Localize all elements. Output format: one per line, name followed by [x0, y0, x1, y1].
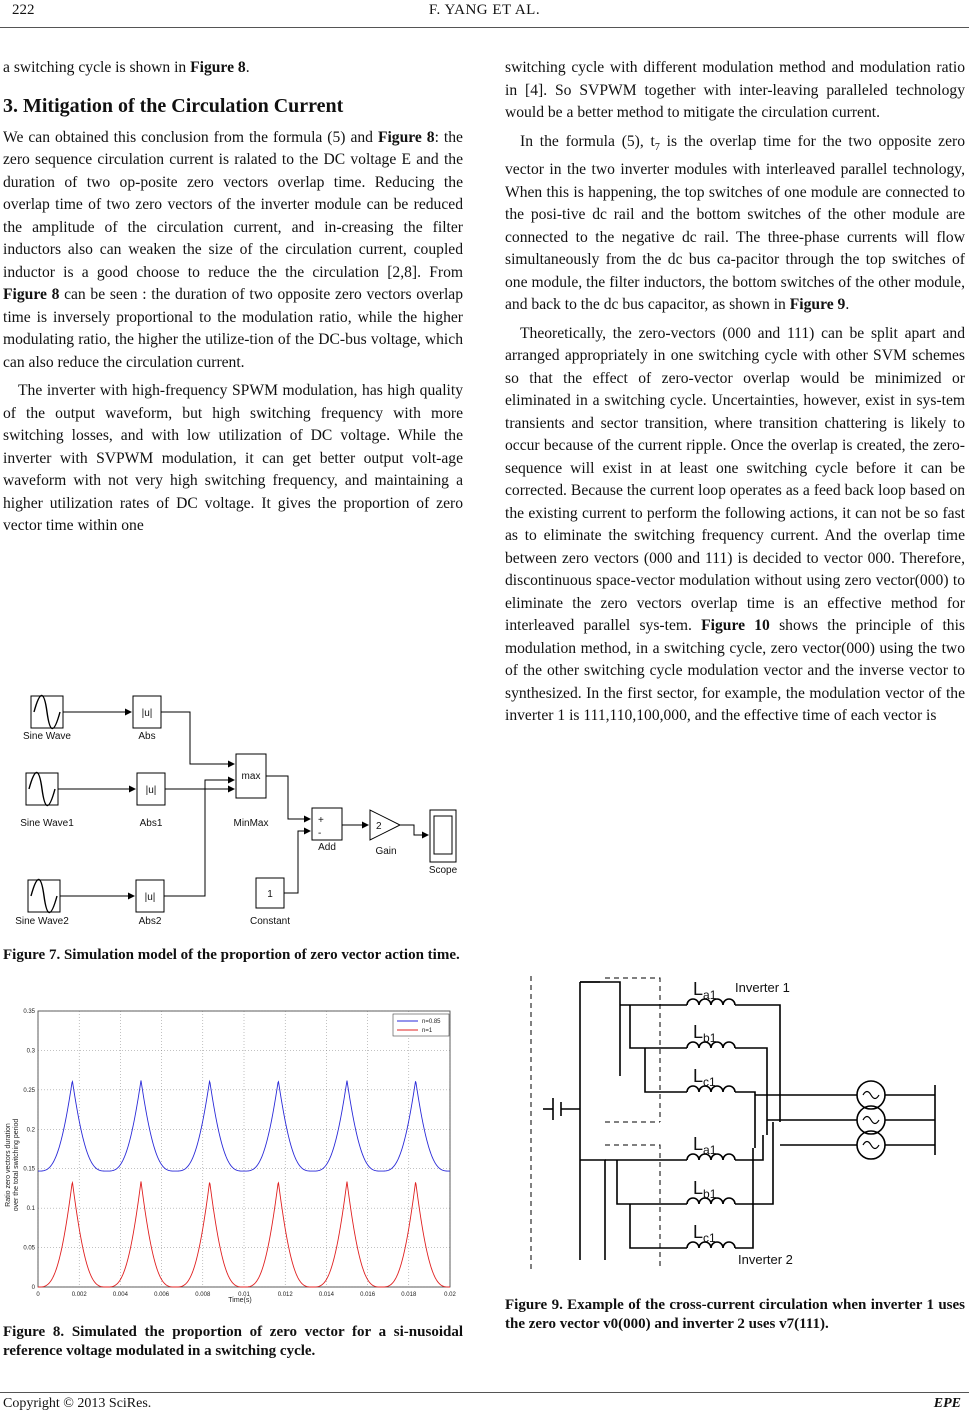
- copyright: Copyright © 2013 SciRes.: [3, 1396, 152, 1411]
- svg-text:Lb1: $L_{b1}$: [693, 1022, 717, 1045]
- abs2-glyph: |u|: [144, 892, 156, 903]
- figure8-line-chart: [0, 1005, 470, 1310]
- x-tick-label: 0.02: [444, 1292, 456, 1298]
- x-tick-label: 0: [36, 1292, 40, 1298]
- y-tick-label: 0.35: [23, 1009, 35, 1015]
- x-tick-label: 0.006: [154, 1292, 170, 1298]
- add-block: [312, 808, 342, 840]
- figure8-caption: Figure 8. Simulated the proportion of zero vector for a si-nusoidal reference voltage modulated in a switching cycle.: [3, 1324, 463, 1359]
- add-minus-sign: -: [318, 828, 322, 839]
- abs2-label: Abs2: [138, 916, 162, 927]
- add-label: Add: [318, 842, 336, 853]
- svg-text:La1: $L_{a1}$: [693, 1134, 717, 1157]
- figure9-caption: Figure 9. Example of the cross-current circulation when inverter 1 uses the zero vector v0(000) and inverter 2 uses v7(111).: [505, 1297, 965, 1332]
- y-tick-label: 0.1: [26, 1206, 35, 1213]
- x-tick-label: 0.018: [401, 1292, 417, 1298]
- running-header-authors: F. YANG ET AL.: [428, 2, 541, 18]
- legend-entry: n=1: [422, 1028, 433, 1034]
- add-plus-sign: +: [318, 815, 324, 826]
- legend-entry: n=0.85: [422, 1019, 441, 1025]
- x-tick-label: 0.016: [360, 1292, 376, 1298]
- y-axis-label-line1: Ratio zero vectors duration: [5, 1123, 12, 1207]
- paragraph: Theoretically, the zero-vectors (000 and 111) can be split apart and arranged appropriately in one switching cycle with other SVM schemes so that the effect of zero-vector overlap would be minimized or eliminated in a switching cycle. Uncertainties, however, exist in sys-tem transients and sector transition, where transition chattering is likely to occur because of the current ripple. Once the overlap is created, the zero-sequence will exist in at least one switching cycle before it can be corrected. Because the current loop operates as a feed back loop based on the existing current to perform the following actions, it can not be so fast as to eliminate the switching frequency current. And the overlap time between zero vectors (000 and 111) is decided to vector 000. Therefore, discontinuous space-vector modulation without using zero vector(000) to eliminate the zero vectors overlap time is an effective method for interleaved parallel sys-tem. Figure 10 shows the principle of this modulation method, in a switching cycle, zero vector(000) using the two of the other switching cycle modulation vector and the inverse vector to synthesized. In the first sector, for example, the modulation vector of the inverter 1 is 111,110,100,000, and the effective time of each vector is: [505, 324, 965, 725]
- paragraph: The inverter with high-frequency SPWM modulation, has high quality of the output waveform, but high switching frequency with more switching losses, and with low utilization of DC voltage. While the inverter with SVPWM modulation, it can get better output volt-age waveform with not very high switching frequency, and maintaining a higher utilization rates of DC voltage. It gives the proportion of zero vector time within one: [3, 382, 463, 534]
- figure9-circuit-diagram: [505, 970, 965, 1280]
- figure7-caption: Figure 7. Simulation model of the proportion of zero vector action time.: [3, 947, 460, 963]
- constant-label: Constant: [249, 916, 291, 927]
- x-tick-label: 0.014: [318, 1292, 334, 1298]
- inverter2-label: Inverter 2: [738, 1252, 793, 1267]
- x-tick-label: 0.01: [238, 1292, 250, 1298]
- gain-block: [370, 810, 400, 840]
- x-tick-label: 0.008: [195, 1292, 211, 1298]
- y-tick-label: 0: [31, 1285, 35, 1291]
- y-axis-label-line2: over the total switching period: [13, 1118, 20, 1212]
- intro-line: a switching cycle is shown in Figure 8.: [3, 59, 250, 76]
- abs-glyph: |u|: [141, 708, 153, 719]
- svg-text:Lc1: $L_{c1}$: [693, 1222, 716, 1245]
- abs1-glyph: |u|: [145, 785, 157, 796]
- x-tick-label: 0.004: [112, 1292, 128, 1298]
- svg-text:La1: $L_{a1}$: [693, 979, 717, 1002]
- header-rule: [0, 27, 969, 28]
- x-tick-label: 0.002: [71, 1292, 87, 1298]
- sine-wave-label: Sine Wave: [23, 731, 71, 742]
- minmax-label: MinMax: [233, 818, 269, 829]
- paragraph: switching cycle with different modulation method and modulation ratio in [4]. So SVPWM together with inter-leaving paralleled technology would be a better method to mitigate the circulation current.: [505, 59, 965, 121]
- constant-value: 1: [267, 889, 273, 900]
- figure7-simulink-diagram: [0, 688, 470, 933]
- paragraph: We can obtained this conclusion from the formula (5) and Figure 8: the zero sequence circulation current is ralated to the DC voltage E and the duration of two op-posite zero vectors overlap time. Reducing the overlap time of two zero vectors of the inverter module can be reduced the amplitude of the circulation current, and in-creasing the filter inductors also can weaken the size of the circulation current, coupled inductor is a good choose to reduce the the circulation [2,8]. From Figure 8 can be seen : the duration of two opposite zero vectors overlap time is inversely proportional to the modulation ratio, while the higher modulating ratio, the higher the utilize-tion of the DC-bus voltage, which can also reduce the circulation current.: [3, 128, 463, 371]
- right-column-text: [505, 57, 965, 728]
- sine-wave1-label: Sine Wave1: [20, 818, 74, 829]
- gain-value: 2: [376, 821, 382, 832]
- y-tick-label: 0.25: [23, 1087, 35, 1094]
- chart-legend: [393, 1014, 449, 1036]
- section-title: 3. Mitigation of the Circulation Current: [3, 94, 344, 117]
- scope-label: Scope: [428, 865, 458, 876]
- sine-wave2-label: Sine Wave2: [15, 916, 69, 927]
- y-tick-label: 0.05: [23, 1245, 35, 1252]
- inverter1-label: Inverter 1: [735, 980, 790, 995]
- page-number: 222: [12, 2, 35, 18]
- abs-label: Abs: [138, 731, 156, 742]
- y-tick-label: 0.15: [23, 1166, 35, 1173]
- left-column-text: [3, 57, 463, 538]
- footer-rule: [0, 1392, 969, 1393]
- svg-text:Lc1: $L_{c1}$: [693, 1066, 716, 1089]
- gain-label: Gain: [375, 846, 397, 857]
- x-tick-label: 0.012: [277, 1292, 293, 1298]
- y-tick-label: 0.3: [26, 1048, 35, 1055]
- journal-name: EPE: [933, 1396, 961, 1411]
- abs1-label: Abs1: [139, 818, 163, 829]
- minmax-glyph: max: [241, 771, 261, 782]
- y-tick-label: 0.2: [26, 1127, 35, 1134]
- svg-text:Lb1: $L_{b1}$: [693, 1178, 717, 1201]
- x-axis-label: Time(s): [228, 1297, 252, 1304]
- paragraph: In the formula (5), $t_7$ is the overlap time for the two opposite zero vector in the two inverter modules with interleaved parallel technology, When this is happening, the top switches of one module are connected to the posi-tive dc rail and the bottom switches of the other module are connected to the negative dc rail. The three-phase currents will flow simultaneously from the dc bus ca-pacitor through the top switches of one module, the filter inductors, the bottom switches of the other module, and back to the dc bus capacitor, as shown in Figure 9.: [505, 132, 965, 314]
